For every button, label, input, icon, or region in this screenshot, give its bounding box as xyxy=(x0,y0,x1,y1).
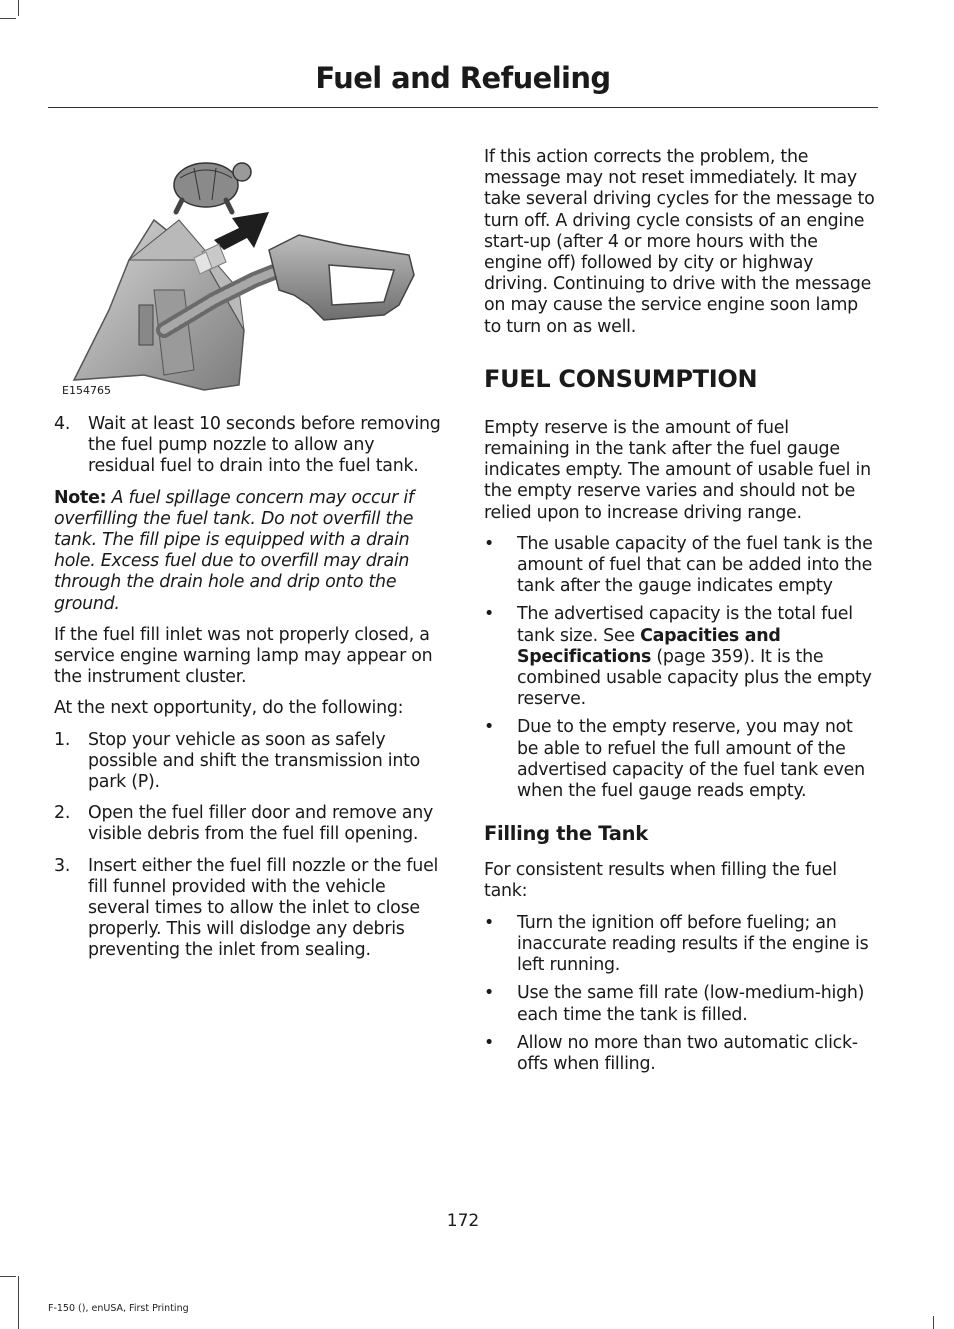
cross-reference-link[interactable]: Capacities and Specifications xyxy=(517,625,781,667)
step-text: Open the fuel filler door and remove any visible debris from the fuel fill opening. xyxy=(88,803,434,845)
list-item xyxy=(54,856,444,962)
bullet-text: (page 359). It is the combined usable capacity plus the empty reserve. xyxy=(517,646,872,710)
list-item xyxy=(484,604,876,710)
bullet: • xyxy=(484,533,495,554)
bullet: • xyxy=(484,717,495,738)
bullet-list-filling xyxy=(484,913,876,1075)
list-item xyxy=(54,730,444,794)
step-list-continued xyxy=(54,414,444,478)
paragraph: Empty reserve is the amount of fuel remaining in the tank after the fuel gauge indicates empty. The amount of usable fuel in the empty reserve varies and should not be relied upon to increase driving range. xyxy=(484,417,871,523)
bullet: • xyxy=(484,604,495,625)
bullet-text: The advertised capacity is the total fuel tank size. See xyxy=(517,604,853,646)
bullet-text: The usable capacity of the fuel tank is the amount of fuel that can be added into the tank after the gauge indicates empty xyxy=(517,533,873,597)
section-heading: FUEL CONSUMPTION xyxy=(484,364,758,393)
list-item xyxy=(54,803,444,845)
figure-code: E154765 xyxy=(62,384,111,397)
footer-edition: F-150 (), enUSA, First Printing xyxy=(48,1303,189,1314)
crop-mark-top-left xyxy=(18,0,19,16)
title-divider xyxy=(48,107,878,108)
bullet-text: Turn the ignition off before fueling; an inaccurate reading results if the engine is left running. xyxy=(517,912,869,976)
step-text: Wait at least 10 seconds before removing the fuel pump nozzle to allow any residual fuel to drain into the fuel tank. xyxy=(88,414,441,477)
step-text: Insert either the fuel fill nozzle or the fuel fill funnel provided with the vehicle several times to allow the inlet to close properly. This will dislodge any debris preventing the inlet from sealing. xyxy=(88,855,439,961)
step-number: 3. xyxy=(54,855,71,876)
bullet-text: Use the same fill rate (low-medium-high) each time the tank is filled. xyxy=(517,983,865,1025)
step-text: Stop your vehicle as soon as safely possible and shift the transmission into park (P). xyxy=(88,729,421,793)
list-item xyxy=(484,534,876,598)
bullet-text: Due to the empty reserve, you may not be able to refuel the full amount of the advertised capacity of the fuel tank even when the fuel gauge reads empty. xyxy=(517,717,865,802)
figure-fuel-nozzle xyxy=(54,140,444,402)
list-item xyxy=(54,414,444,478)
list-item xyxy=(484,717,876,802)
step-number: 2. xyxy=(54,803,71,824)
step-list xyxy=(54,730,444,962)
bullet: • xyxy=(484,912,495,933)
note-text: A fuel spillage concern may occur if overfilling the fuel tank. Do not overfill the tank. The fill pipe is equipped with a drain hole. Excess fuel due to overfill may drain through the drain hole and drip onto the ground. xyxy=(54,487,414,614)
bullet-list-capacity xyxy=(484,534,876,802)
step-number: 1. xyxy=(54,729,71,750)
step-number: 4. xyxy=(54,414,71,434)
right-column xyxy=(484,147,876,1085)
note-label: Note: xyxy=(54,487,107,508)
crop-mark-top-left-h xyxy=(0,18,16,19)
subsection-heading: Filling the Tank xyxy=(484,822,648,846)
bullet: • xyxy=(484,983,495,1004)
bullet-text: Allow no more than two automatic click-offs when filling. xyxy=(517,1032,858,1074)
list-item xyxy=(484,1033,876,1075)
paragraph: At the next opportunity, do the following: xyxy=(54,698,404,719)
list-item xyxy=(484,983,876,1025)
page-title: Fuel and Refueling xyxy=(315,61,611,95)
paragraph: If this action corrects the problem, the message may not reset immediately. It may take several driving cycles for the message to turn off. A driving cycle consists of an engine start-up (after 4 or more hours with the engine off) followed by city or highway driving. Continuing to drive with the message on may cause the service engine soon lamp to turn on as well. xyxy=(484,147,875,337)
left-column xyxy=(54,140,444,972)
crop-mark-bottom-left-h xyxy=(0,1276,16,1277)
crop-mark-bottom-right xyxy=(933,1316,934,1329)
crop-mark-bottom-left-tick xyxy=(18,1316,19,1329)
fuel-nozzle-turtle-illustration-icon xyxy=(54,140,444,402)
paragraph: If the fuel fill inlet was not properly closed, a service engine warning lamp may appear on the instrument cluster. xyxy=(54,624,433,688)
paragraph: For consistent results when filling the fuel tank: xyxy=(484,860,837,902)
bullet: • xyxy=(484,1032,495,1053)
note-paragraph xyxy=(54,488,444,615)
list-item xyxy=(484,913,876,977)
page-number: 172 xyxy=(446,1211,480,1231)
